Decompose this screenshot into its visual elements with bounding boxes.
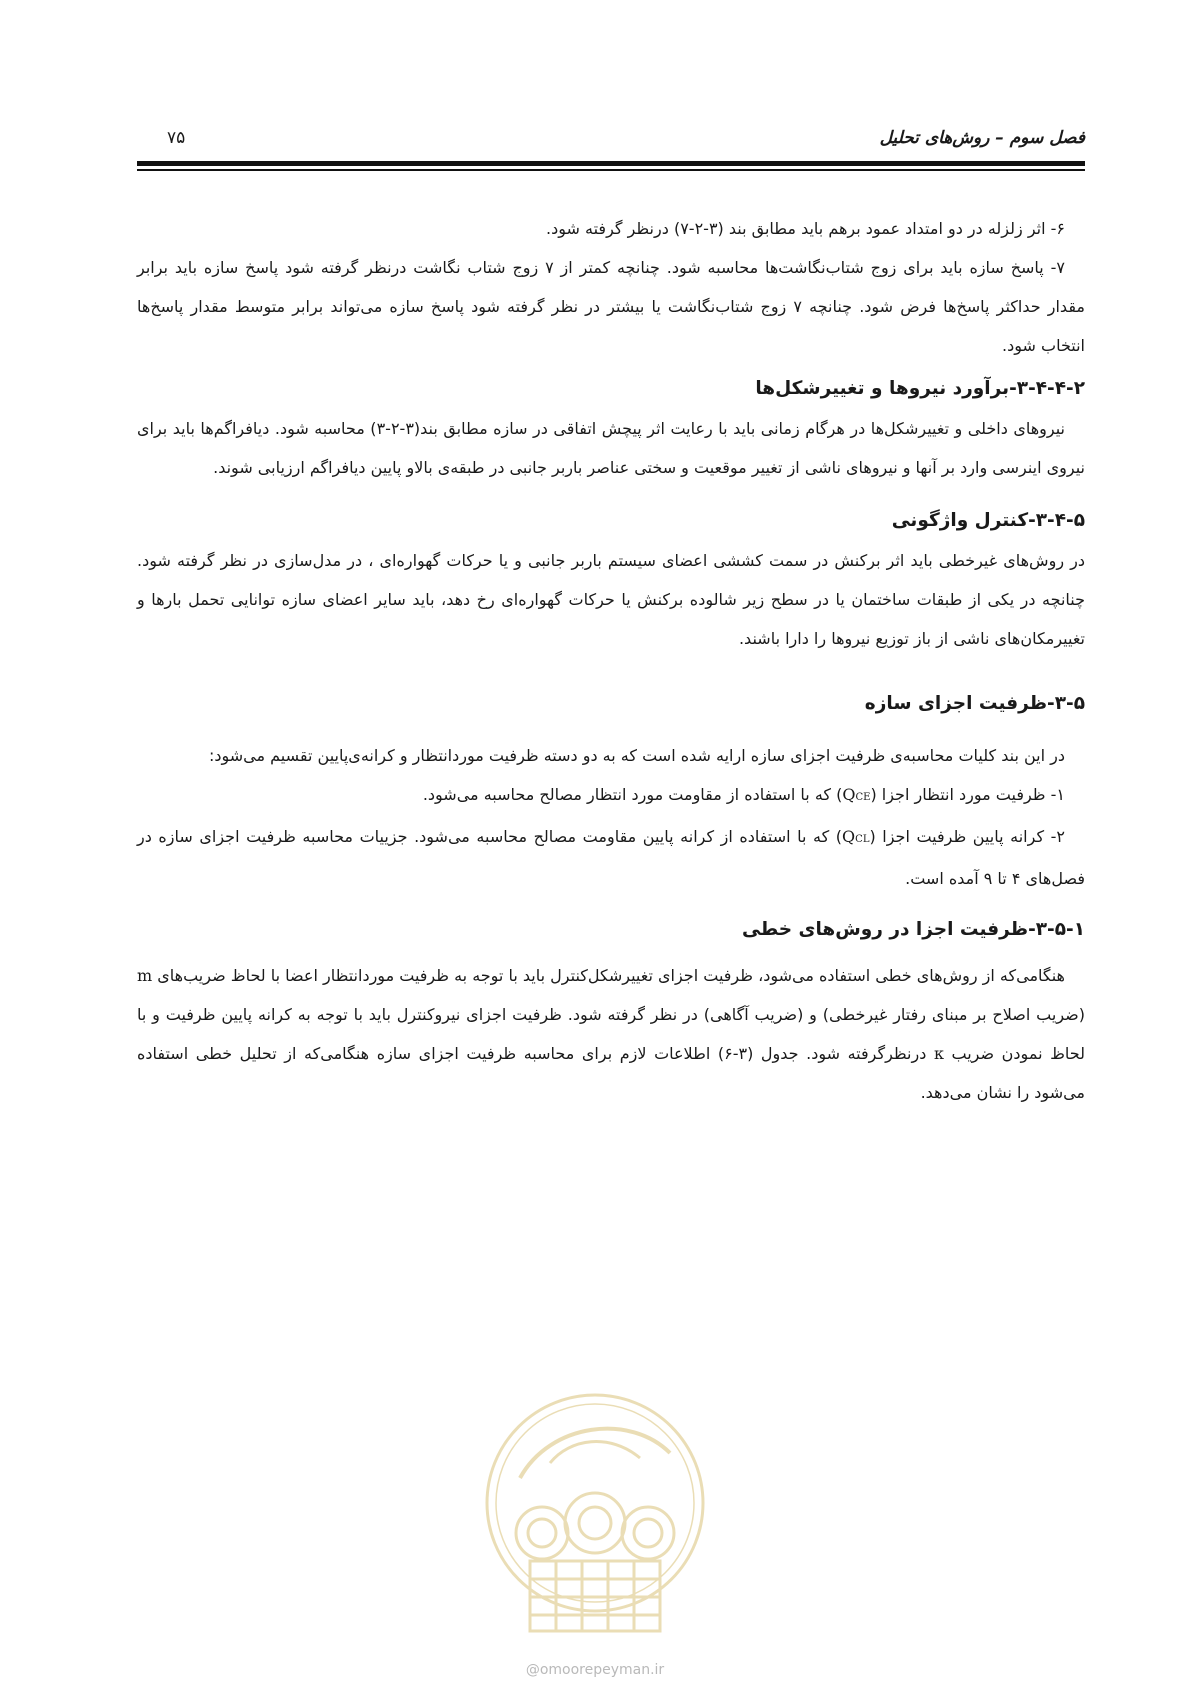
heading-3-4-4-2: ۳-۴-۴-۲-برآورد نیروها و تغییرشکل‌ها bbox=[755, 378, 1085, 399]
list-item-1: ۱- ظرفیت مورد انتظار اجزا (QCE) که با استفاده از مقاومت مورد انتظار مصالح محاسبه می‌شود. bbox=[422, 785, 1065, 804]
page-body bbox=[137, 209, 1085, 1112]
heading-3-5-1: ۳-۵-۱-ظرفیت اجزا در روش‌های خطی bbox=[741, 919, 1085, 940]
list-item-2: ۲- کرانه پایین ظرفیت اجزا (QCL) که با استفاده از کرانه پایین مقاومت مصالح محاسبه می‌شود. جزییات محاسبه ظرفیت اجزای سازه در فصل‌های ۴ تا ۹ آمده است. bbox=[137, 827, 1085, 888]
watermark-site: @omoorepeyman.ir bbox=[525, 1662, 665, 1678]
header-rule-thin bbox=[137, 169, 1085, 171]
paragraph-3-5: در این بند کلیات محاسبه‌ی ظرفیت اجزای سازه ارایه شده است که به دو دسته ظرفیت موردانتظار و کرانه‌ی‌پایین تقسیم می‌شود: bbox=[208, 746, 1065, 765]
paragraph-3-5-1: هنگامی‌که از روش‌های خطی استفاده می‌شود، ظرفیت اجزای تغییرشکل‌کنترل باید با توجه به ظرفیت موردانتظار اعضا با لحاظ ضریب‌های m (ضریب اصلاح بر مبنای رفتار غیرخطی) و (ضریب آگاهی) در نظر گرفته شود. ظرفیت اجزای نیروکنترل باید با توجه به کرانه پایین ظرفیت و با لحاظ نمودن ضریب κ درنظرگرفته شود. جدول (۳-۶) اطلاعات لازم برای محاسبه ظرفیت اجزای سازه هنگامی‌که از تحلیل خطی استفاده می‌شود را نشان می‌دهد. bbox=[137, 966, 1085, 1102]
item-7: ۷- پاسخ سازه باید برای زوج شتاب‌نگاشت‌ها محاسبه شود. چنانچه کمتر از ۷ زوج شتاب نگاشت درنظر گرفته شود پاسخ سازه باید برابر مقدار حداکثر پاسخ‌ها فرض شود. چنانچه ۷ زوج شتاب‌نگاشت یا بیشتر در نظر گرفته شود پاسخ سازه می‌تواند برابر متوسط مقدار پاسخ‌ها انتخاب شود. bbox=[137, 258, 1085, 355]
watermark-logo bbox=[480, 1383, 710, 1663]
item-6: ۶- اثر زلزله در دو امتداد عمود برهم باید مطابق بند (۳-۲-۷) درنظر گرفته شود. bbox=[546, 219, 1065, 238]
q-ce-symbol: QCE bbox=[842, 785, 871, 804]
page-header bbox=[137, 118, 1085, 154]
page-number: ۷۵ bbox=[167, 128, 186, 148]
logo-emblem bbox=[480, 1383, 710, 1663]
header-rule-thick bbox=[137, 161, 1085, 166]
heading-3-4-5: ۳-۴-۵-کنترل واژگونی bbox=[891, 510, 1085, 531]
chapter-title: فصل سوم – روش‌های تحلیل bbox=[879, 128, 1085, 148]
heading-3-5: ۳-۵-ظرفیت اجزای سازه bbox=[864, 693, 1085, 714]
q-cl-symbol: QCL bbox=[842, 827, 870, 846]
paragraph-3-4-4-2: نیروهای داخلی و تغییرشکل‌ها در هرگام زمانی باید با رعایت اثر پیچش اتفاقی در سازه مطابق بند(۳-۲-۳) محاسبه شود. دیافراگم‌ها باید برای نیروی اینرسی وارد بر آنها و نیروهای ناشی از تغییر موقعیت و سختی عناصر باربر جانبی در طبقه‌ی بالاو پایین دیافراگم ارزیابی شوند. bbox=[137, 419, 1085, 477]
paragraph-3-4-5: در روش‌های غیرخطی باید اثر برکنش در سمت کششی اعضای سیستم باربر جانبی و یا حرکات گهواره‌ای ، در مدل‌سازی در نظر گرفته شود. چنانچه در یکی از طبقات ساختمان یا در سطح زیر شالوده برکنش یا حرکات گهواره‌ای رخ دهد، باید سایر اعضای سازه توانایی تحمل بارها و تغییرمکان‌های ناشی از باز توزیع نیروها را دارا باشند. bbox=[137, 551, 1085, 648]
